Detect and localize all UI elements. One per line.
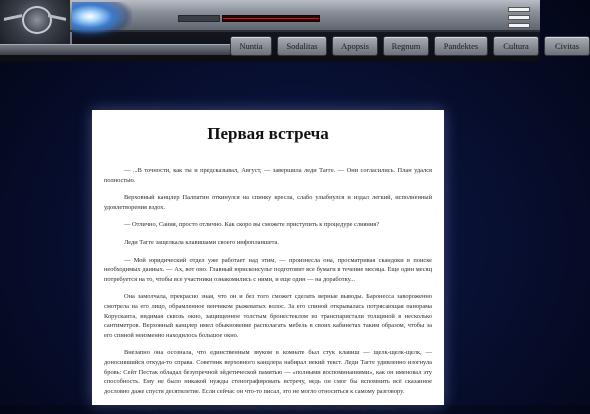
nav-tab-regnum[interactable]: Regnum xyxy=(383,36,429,56)
story-document xyxy=(92,110,444,413)
nav-tab-nuntia[interactable]: Nuntia xyxy=(230,36,272,56)
main-navigation xyxy=(230,36,590,58)
paragraph: — Отлично, Сания, просто отлично. Как скоро вы сможете приступить к процедуре слияния? xyxy=(124,221,380,229)
app-header xyxy=(0,0,580,62)
paragraph: — Мой юридический отдел уже работает над этим, — произнесла она, просматривая скандоки в поиске необходимых данных. — Ах, вот оно. Главный юрисконсульт подготовит все бумаги в течение месяца. Еще один месяц потребуется на то, чтобы все участники ознакомились с ними, и еще один — на доработку... xyxy=(104,256,432,283)
logo[interactable] xyxy=(0,0,72,44)
red-indicator-bar xyxy=(222,15,320,22)
nav-tab-sodalitas[interactable]: Sodalitas xyxy=(277,36,327,56)
paragraph: Внезапно она осознала, что единственным звуком в комнате был стук клавиш — щелк-щелк-щелк, — доносившийся откуда-то справа. Советник верховного канцлера набирал некий текст. Леди Тагге удивленно изогнула бровь: Сейт Пестак обладал безупречной эйдетической памятью — «полными воспоминаниями», как он именовал эту способность. Ему не было никакой нужды стенографировать встречу, ведь он смог бы вспомнить всё сказанное дословно даже спустя десятилетие. Если сейчас он что-то писал, это не могло относиться к самому разговору. xyxy=(104,349,432,395)
document-title: Первая встреча xyxy=(207,124,329,143)
menu-icon[interactable] xyxy=(508,7,530,29)
nav-tab-pandektes[interactable]: Pandektes xyxy=(434,36,488,56)
nav-tab-apopsis[interactable]: Apopsis xyxy=(332,36,378,56)
paragraph: Леди Тагге защелкала клавишами своего инфопланшета. xyxy=(124,238,279,246)
header-slot-decoration xyxy=(178,15,220,22)
logo-wing-left xyxy=(4,14,22,21)
nav-tab-cultura[interactable]: Cultura xyxy=(493,36,539,56)
paragraph: Верховный канцлер Палпатин откинулся на спинку кресла, слабо улыбнулся и издал легкий, исполненный удовлетворения вздох. xyxy=(104,194,432,211)
paragraph: — Господин Пестак отслеживал всех вовлеченных в это дело юристов и их помощников, — лениво xyxy=(124,405,396,413)
header-lower-strip xyxy=(0,44,230,55)
glow-orb-decoration xyxy=(72,2,132,38)
winged-emblem-icon xyxy=(22,6,52,34)
paragraph: Она замолчала, прекрасно зная, что он и без того сможет сделать верные выводы. Баронесса завороженно смотрела на его лицо, обрамленное венчиком рыжеватых волос. За его спиной открывалась потрясающая панорама Корусканта, видимая сквозь окно, защищенное толстым бронестеклом из транспаристали толщиной в несколько сантиметров. Верховный канцлер имел обыкновение располагать мебель в своих кабинетах таким образом, чтобы за его спиной неизменно находилось большое окно. xyxy=(104,293,432,339)
paragraph: — ...В точности, как ты и предсказывал, Август, — завершила леди Тагге. — Они согласились. План удался полностью. xyxy=(104,167,432,184)
nav-tab-civitas[interactable]: Civitas xyxy=(544,36,590,56)
